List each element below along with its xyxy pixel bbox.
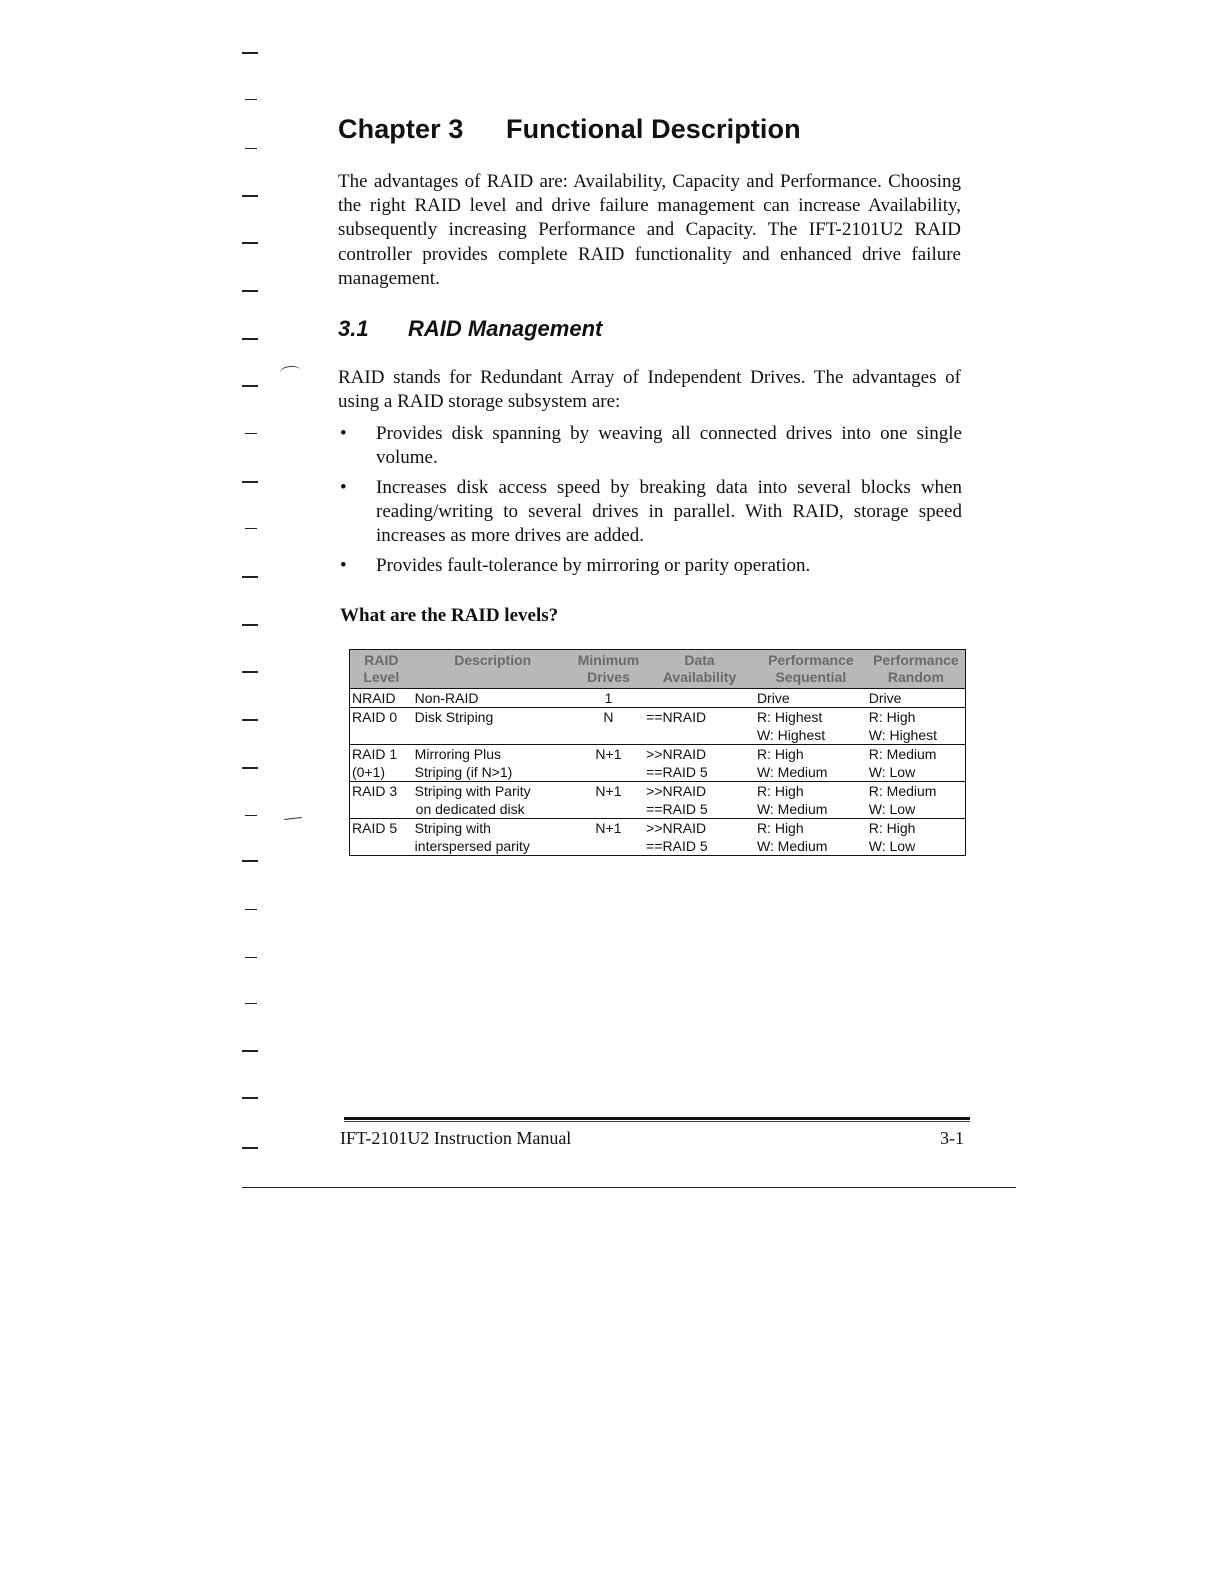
raid-levels-table bbox=[349, 649, 966, 856]
margin-mark bbox=[242, 1147, 258, 1149]
list-item bbox=[338, 554, 962, 578]
cell-seq: R: High W: Medium bbox=[755, 745, 867, 782]
list-item bbox=[338, 422, 962, 470]
cell-min-drives: N+1 bbox=[573, 819, 644, 856]
footer-manual-title: IFT-2101U2 Instruction Manual bbox=[340, 1128, 572, 1148]
cell-random: R: Medium W: Low bbox=[867, 782, 966, 819]
cell-description: Non-RAID bbox=[413, 689, 573, 708]
table-row bbox=[350, 689, 966, 708]
cell-level: RAID 3 bbox=[350, 782, 413, 819]
bullet-text: Provides disk spanning by weaving all connected drives into one single volume. bbox=[376, 423, 962, 468]
margin-mark bbox=[242, 195, 258, 197]
cell-level: RAID 0 bbox=[350, 708, 413, 745]
cell-description: Striping with Parity on dedicated disk bbox=[413, 782, 573, 819]
cell-random: R: High W: Low bbox=[867, 819, 966, 856]
cell-level: RAID 5 bbox=[350, 819, 413, 856]
cell-min-drives: 1 bbox=[573, 689, 644, 708]
margin-mark bbox=[242, 1050, 258, 1052]
cell-min-drives: N+1 bbox=[573, 745, 644, 782]
margin-mark bbox=[242, 767, 258, 769]
section-title bbox=[338, 316, 602, 342]
cell-min-drives: N+1 bbox=[573, 782, 644, 819]
col-header-availability: Data Availability bbox=[644, 650, 755, 689]
bullet-icon: • bbox=[340, 477, 347, 498]
margin-mark bbox=[242, 624, 258, 626]
col-header-seq: Performance Sequential bbox=[755, 650, 867, 689]
cell-availability: >>NRAID ==RAID 5 bbox=[644, 819, 755, 856]
footer-rule bbox=[344, 1117, 970, 1120]
bullet-list bbox=[338, 422, 962, 584]
cell-seq: R: High W: Medium bbox=[755, 819, 867, 856]
cell-availability: ==NRAID bbox=[644, 708, 755, 745]
margin-mark bbox=[245, 909, 257, 910]
bullet-icon: • bbox=[340, 423, 347, 444]
table-row bbox=[350, 782, 966, 819]
list-item bbox=[338, 476, 962, 548]
margin-mark bbox=[242, 338, 258, 340]
margin-mark bbox=[245, 957, 257, 958]
margin-mark bbox=[242, 52, 258, 54]
margin-mark bbox=[242, 719, 258, 721]
cell-availability bbox=[644, 689, 755, 708]
margin-mark bbox=[245, 1003, 257, 1004]
page-number: 3-1 bbox=[940, 1128, 964, 1148]
page-edge-line bbox=[242, 1187, 1016, 1188]
table-row bbox=[350, 819, 966, 856]
table-header-row bbox=[350, 650, 966, 689]
margin-mark bbox=[242, 481, 258, 483]
footer-rule bbox=[344, 1121, 970, 1122]
table-row bbox=[350, 745, 966, 782]
cell-random: Drive bbox=[867, 689, 966, 708]
margin-mark bbox=[242, 290, 258, 292]
col-header-level: RAID Level bbox=[350, 650, 413, 689]
cell-min-drives: N bbox=[573, 708, 644, 745]
col-header-min-drives: Minimum Drives bbox=[573, 650, 644, 689]
cell-seq: R: High W: Medium bbox=[755, 782, 867, 819]
scan-artifact bbox=[279, 365, 300, 379]
cell-random: R: High W: Highest bbox=[867, 708, 966, 745]
section-paragraph: RAID stands for Redundant Array of Independent Drives. The advantages of using a RAID storage subsystem are: bbox=[338, 367, 961, 413]
margin-mark bbox=[242, 860, 258, 862]
col-header-description: Description bbox=[413, 650, 573, 689]
margin-mark bbox=[242, 671, 258, 673]
bullet-icon: • bbox=[340, 555, 347, 576]
margin-mark bbox=[245, 815, 257, 816]
cell-random: R: Medium W: Low bbox=[867, 745, 966, 782]
cell-seq: Drive bbox=[755, 689, 867, 708]
bullet-text: Increases disk access speed by breaking data into several blocks when reading/writing to several drives in parallel. With RAID, storage speed increases as more drives are added. bbox=[376, 477, 962, 546]
scan-artifact bbox=[284, 817, 302, 820]
margin-mark bbox=[245, 99, 257, 100]
section-number: 3.1 bbox=[338, 316, 369, 341]
table-row bbox=[350, 708, 966, 745]
margin-mark bbox=[242, 1097, 258, 1099]
cell-availability: >>NRAID ==RAID 5 bbox=[644, 782, 755, 819]
col-header-random: Performance Random bbox=[867, 650, 966, 689]
margin-mark bbox=[242, 576, 258, 578]
margin-mark bbox=[242, 242, 258, 244]
chapter-name: Functional Description bbox=[506, 114, 801, 144]
margin-mark bbox=[242, 385, 258, 387]
cell-level: RAID 1 (0+1) bbox=[350, 745, 413, 782]
margin-mark bbox=[245, 433, 257, 434]
bullet-text: Provides fault-tolerance by mirroring or parity operation. bbox=[376, 555, 811, 576]
cell-level: NRAID bbox=[350, 689, 413, 708]
cell-description: Disk Striping bbox=[413, 708, 573, 745]
margin-mark bbox=[245, 528, 257, 529]
section-name: RAID Management bbox=[408, 316, 603, 341]
cell-description: Striping with interspersed parity bbox=[413, 819, 573, 856]
raid-levels-heading: What are the RAID levels? bbox=[340, 605, 559, 626]
chapter-number: Chapter 3 bbox=[338, 114, 464, 144]
intro-paragraph: The advantages of RAID are: Availability, Capacity and Performance. Choosing the right RAID level and drive failure management can increase Availability, subsequently increasing Performance and Capacity. The IFT-2101U2 RAID controller provides complete RAID functionality and enhanced drive failure management. bbox=[338, 171, 961, 289]
cell-description: Mirroring Plus Striping (if N>1) bbox=[413, 745, 573, 782]
cell-availability: >>NRAID ==RAID 5 bbox=[644, 745, 755, 782]
chapter-title bbox=[338, 114, 801, 145]
cell-seq: R: Highest W: Highest bbox=[755, 708, 867, 745]
margin-mark bbox=[245, 148, 257, 149]
